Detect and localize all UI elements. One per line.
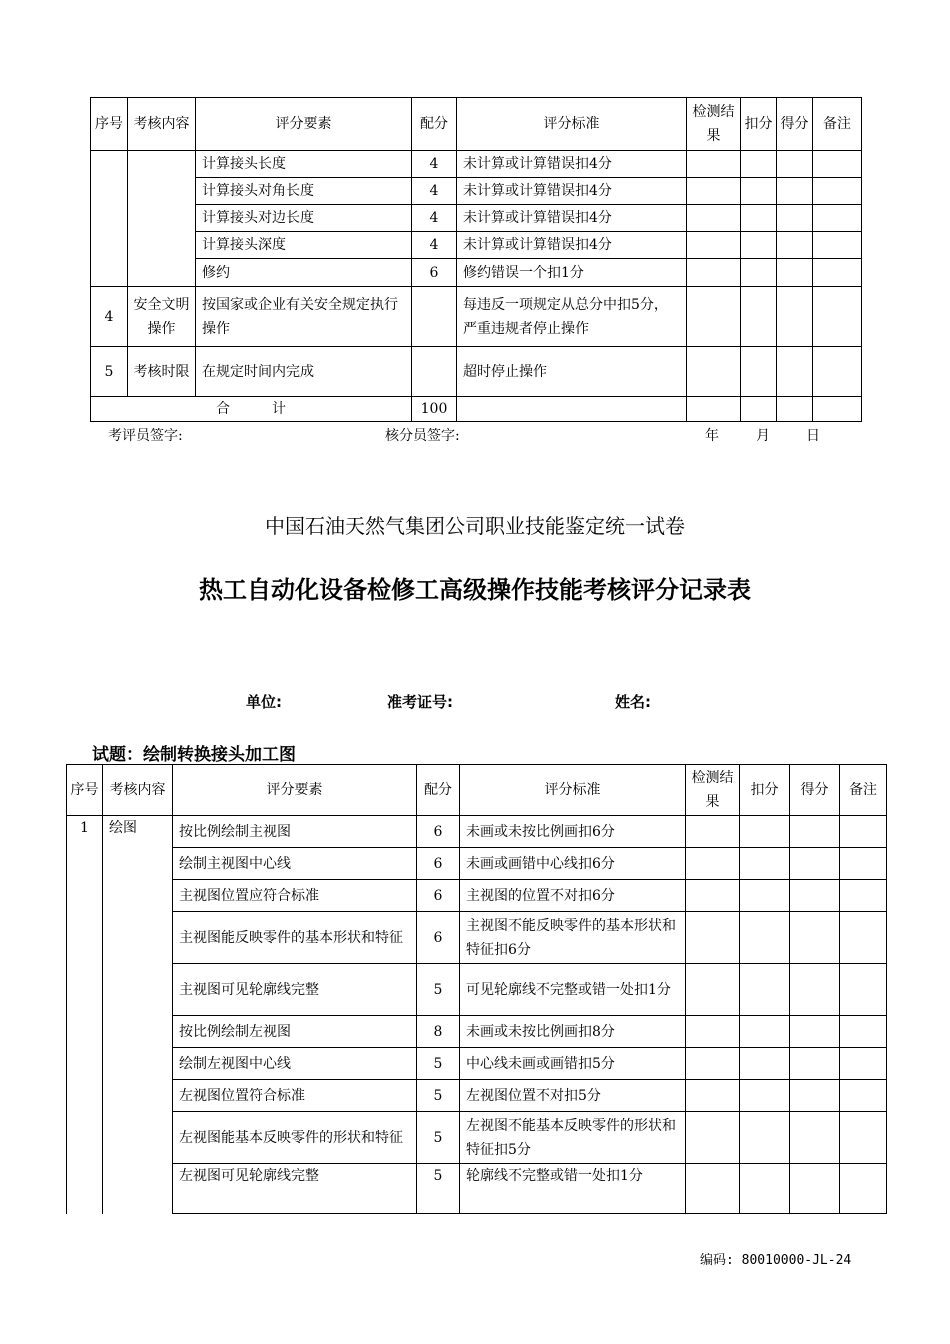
content-cell <box>128 151 196 287</box>
note-cell <box>813 151 862 178</box>
table-row <box>91 232 862 259</box>
ticket-number-label: 准考证号: <box>387 693 453 711</box>
criteria-cell: 中心线未画或画错扣5分 <box>460 1048 686 1080</box>
score-cell: 4 <box>412 205 457 232</box>
table-row <box>67 1016 887 1048</box>
element-cell: 修约 <box>196 259 412 287</box>
element-cell: 主视图位置应符合标准 <box>173 880 417 912</box>
criteria-cell: 主视图不能反映零件的基本形状和特征扣6分 <box>460 912 686 964</box>
criteria-cell: 主视图的位置不对扣6分 <box>460 880 686 912</box>
result-cell <box>687 151 741 178</box>
header-score: 配分 <box>417 765 460 816</box>
name-label: 姓名: <box>615 693 651 711</box>
element-cell: 在规定时间内完成 <box>196 347 412 397</box>
header-deduct: 扣分 <box>740 765 790 816</box>
exam-topic: 试题：绘制转换接头加工图 <box>92 745 296 765</box>
element-cell: 按比例绘制主视图 <box>173 816 417 848</box>
total-label: 合 计 <box>91 397 412 422</box>
table-row <box>91 178 862 205</box>
element-cell: 主视图可见轮廓线完整 <box>173 964 417 1016</box>
deduct-cell <box>741 151 777 178</box>
table-row <box>67 848 887 880</box>
serial-cell: 5 <box>91 347 128 397</box>
criteria-cell: 轮廓线不完整或错一处扣1分 <box>460 1164 686 1214</box>
score-cell: 4 <box>412 232 457 259</box>
header-criteria: 评分标准 <box>460 765 686 816</box>
criteria-cell: 修约错误一个扣1分 <box>457 259 687 287</box>
score-cell: 5 <box>417 1112 460 1164</box>
criteria-cell: 左视图位置不对扣5分 <box>460 1080 686 1112</box>
score-cell <box>412 287 457 347</box>
table-row <box>67 1048 887 1080</box>
score-cell: 6 <box>417 880 460 912</box>
header-criteria: 评分标准 <box>457 98 687 151</box>
table-row <box>67 964 887 1016</box>
criteria-cell: 每违反一项规定从总分中扣5分，严重违规者停止操作 <box>457 287 687 347</box>
header-deduct: 扣分 <box>741 98 777 151</box>
table-header-row <box>67 765 887 816</box>
element-cell: 计算接头深度 <box>196 232 412 259</box>
criteria-cell: 未计算或计算错误扣4分 <box>457 178 687 205</box>
total-row <box>91 397 862 422</box>
element-cell: 计算接头对角长度 <box>196 178 412 205</box>
table-row <box>67 880 887 912</box>
score-cell <box>412 347 457 397</box>
table-row <box>91 347 862 397</box>
table-header-row <box>91 98 862 151</box>
serial-cell: 4 <box>91 287 128 347</box>
criteria-cell: 左视图不能基本反映零件的形状和特征扣5分 <box>460 1112 686 1164</box>
score-cell: 6 <box>417 912 460 964</box>
element-cell: 主视图能反映零件的基本形状和特征 <box>173 912 417 964</box>
score-cell: 4 <box>412 178 457 205</box>
serial-cell: 1 <box>67 816 103 1214</box>
header-content: 考核内容 <box>103 765 173 816</box>
score-cell: 6 <box>417 848 460 880</box>
table-row <box>67 912 887 964</box>
date-day-label: 日 <box>806 428 820 444</box>
header-gain: 得分 <box>777 98 813 151</box>
table-row <box>91 205 862 232</box>
page-title: 热工自动化设备检修工高级操作技能考核评分记录表 <box>199 576 751 604</box>
header-note: 备注 <box>813 98 862 151</box>
table-row <box>67 1164 887 1214</box>
score-cell: 4 <box>412 151 457 178</box>
element-cell: 按国家或企业有关安全规定执行操作 <box>196 287 412 347</box>
total-score: 100 <box>412 397 457 422</box>
header-result: 检测结果 <box>687 98 741 151</box>
element-cell: 计算接头对边长度 <box>196 205 412 232</box>
table-row <box>91 259 862 287</box>
date-month-label: 月 <box>756 428 770 444</box>
header-serial: 序号 <box>67 765 103 816</box>
header-score: 配分 <box>412 98 457 151</box>
content-cell: 安全文明操作 <box>128 287 196 347</box>
header-gain: 得分 <box>790 765 840 816</box>
criteria-cell: 可见轮廓线不完整或错一处扣1分 <box>460 964 686 1016</box>
element-cell: 绘制主视图中心线 <box>173 848 417 880</box>
org-title: 中国石油天然气集团公司职业技能鉴定统一试卷 <box>265 514 685 538</box>
header-serial: 序号 <box>91 98 128 151</box>
criteria-cell: 未计算或计算错误扣4分 <box>457 151 687 178</box>
criteria-cell: 超时停止操作 <box>457 347 687 397</box>
score-cell: 6 <box>417 816 460 848</box>
content-cell: 考核时限 <box>128 347 196 397</box>
table-row <box>67 1080 887 1112</box>
content-cell: 绘图 <box>103 816 173 1214</box>
element-cell: 左视图位置符合标准 <box>173 1080 417 1112</box>
scoring-table-continued <box>90 97 862 422</box>
score-cell: 5 <box>417 1080 460 1112</box>
criteria-cell: 未画或画错中心线扣6分 <box>460 848 686 880</box>
score-cell: 8 <box>417 1016 460 1048</box>
criteria-cell: 未计算或计算错误扣4分 <box>457 232 687 259</box>
element-cell: 按比例绘制左视图 <box>173 1016 417 1048</box>
examiner-signature-label: 考评员签字: <box>108 428 183 444</box>
document-code: 编码: 80010000-JL-24 <box>700 1253 852 1268</box>
criteria-cell: 未画或未按比例画扣8分 <box>460 1016 686 1048</box>
header-note: 备注 <box>840 765 887 816</box>
table-row <box>67 1112 887 1164</box>
unit-label: 单位: <box>246 693 282 711</box>
score-cell: 5 <box>417 1048 460 1080</box>
element-cell: 左视图能基本反映零件的形状和特征 <box>173 1112 417 1164</box>
element-cell: 左视图可见轮廓线完整 <box>173 1164 417 1214</box>
criteria-cell: 未计算或计算错误扣4分 <box>457 205 687 232</box>
header-element: 评分要素 <box>196 98 412 151</box>
element-cell: 计算接头长度 <box>196 151 412 178</box>
header-content: 考核内容 <box>128 98 196 151</box>
gain-cell <box>777 151 813 178</box>
serial-cell <box>91 151 128 287</box>
table-row <box>91 151 862 178</box>
table-row <box>91 287 862 347</box>
score-cell: 5 <box>417 1164 460 1214</box>
header-element: 评分要素 <box>173 765 417 816</box>
date-year-label: 年 <box>705 428 719 444</box>
element-cell: 绘制左视图中心线 <box>173 1048 417 1080</box>
header-result: 检测结果 <box>686 765 740 816</box>
scoring-table <box>66 764 887 1214</box>
score-cell: 6 <box>412 259 457 287</box>
criteria-cell: 未画或未按比例画扣6分 <box>460 816 686 848</box>
score-cell: 5 <box>417 964 460 1016</box>
table-row <box>67 816 887 848</box>
scorer-signature-label: 核分员签字: <box>385 428 460 444</box>
